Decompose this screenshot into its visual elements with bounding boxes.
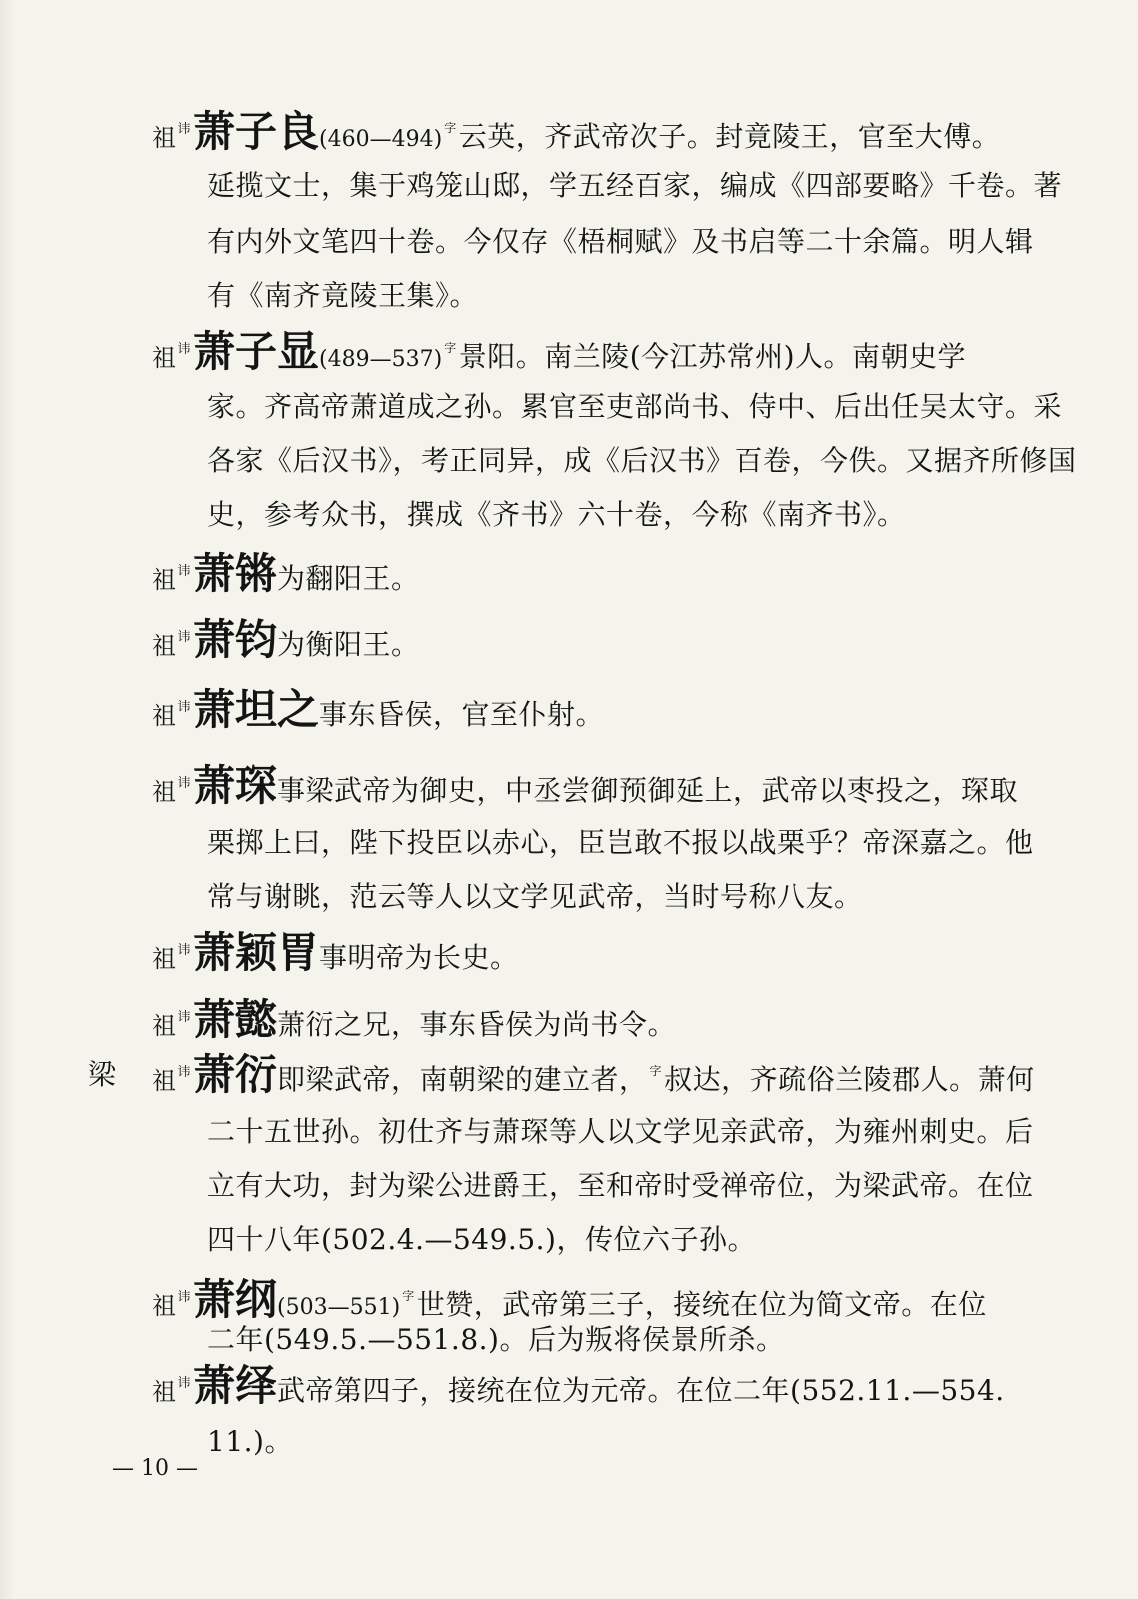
ancestor-prefix: 祖 <box>152 1012 177 1040</box>
courtesy-name-mark: 字 <box>444 341 457 355</box>
person-name: 萧子显 <box>193 327 320 376</box>
entry-text: 世赞，武帝第三子，接统在位为简文帝。在位 <box>416 1288 987 1321</box>
taboo-mark: 讳 <box>177 1290 192 1305</box>
person-name: 萧绎 <box>193 1361 278 1410</box>
person-name: 萧锵 <box>193 549 278 598</box>
entry-text: 武帝第四子，接统在位为元帝。在位二年(552.11.—554. <box>277 1374 1005 1407</box>
entry-text: 为翻阳王。 <box>277 562 420 595</box>
person-name: 萧纲 <box>193 1275 278 1324</box>
entry-text-line: 栗掷上曰，陛下投臣以赤心，臣岂敢不报以战栗乎？帝深嘉之。他 <box>207 826 1034 859</box>
ancestor-prefix: 祖 <box>152 124 177 152</box>
taboo-mark: 讳 <box>177 943 192 958</box>
person-name: 萧琛 <box>193 761 278 810</box>
courtesy-name-mark: 字 <box>402 1289 415 1303</box>
person-name: 萧钧 <box>193 615 278 664</box>
entry-text: 事东昏侯，官至仆射。 <box>319 698 605 731</box>
person-name: 萧坦之 <box>193 685 320 734</box>
taboo-mark: 讳 <box>177 1376 192 1391</box>
taboo-mark: 讳 <box>177 1010 192 1025</box>
courtesy-name-mark: 字 <box>444 121 457 135</box>
entry-text: 云英，齐武帝次子。封竟陵王，官至大傅。 <box>458 120 1001 153</box>
entry-text: 萧衍之兄，事东昏侯为尚书令。 <box>277 1008 677 1041</box>
taboo-mark: 讳 <box>177 776 192 791</box>
entry-heading-line <box>152 107 1001 160</box>
entry-text-line: 立有大功，封为梁公进爵王，至和帝时受禅帝位，为梁武帝。在位 <box>207 1169 1034 1202</box>
taboo-mark: 讳 <box>177 630 192 645</box>
person-name: 萧子良 <box>193 107 320 156</box>
entry-heading-line <box>152 761 1019 812</box>
entry-text: 事梁武帝为御史，中丞尝御预御延上，武帝以枣投之，琛取 <box>277 774 1019 807</box>
taboo-mark: 讳 <box>177 700 192 715</box>
entry-text: 事明帝为长史。 <box>319 941 519 974</box>
entry-text-line: 有《南齐竟陵王集》。 <box>207 279 479 312</box>
entry-heading-line <box>152 685 605 736</box>
taboo-mark: 讳 <box>177 122 192 137</box>
courtesy-name-mark: 字 <box>649 1064 663 1078</box>
entry-text: 叔达，齐疏俗兰陵郡人。萧何 <box>664 1063 1035 1096</box>
ancestor-prefix: 祖 <box>152 344 177 372</box>
ancestor-prefix: 祖 <box>152 1067 177 1095</box>
dynasty-label: 梁 <box>88 1058 117 1091</box>
taboo-mark: 讳 <box>177 342 192 357</box>
person-name: 萧衍 <box>193 1050 278 1099</box>
entry-text-line: 常与谢眺，范云等人以文学见武帝，当时号称八友。 <box>207 880 863 913</box>
ancestor-prefix: 祖 <box>152 945 177 973</box>
entry-text-line: 有内外文笔四十卷。今仅存《梧桐赋》及书启等二十余篇。明人辑 <box>207 225 1034 258</box>
taboo-mark: 讳 <box>177 564 192 579</box>
page-number: — 10 — <box>112 1456 198 1481</box>
entry-text-line: 11.)。 <box>207 1425 293 1458</box>
ancestor-prefix: 祖 <box>152 1292 177 1320</box>
ancestor-prefix: 祖 <box>152 566 177 594</box>
ancestor-prefix: 祖 <box>152 702 177 730</box>
life-dates: (460—494) <box>319 127 443 152</box>
entry-heading-line <box>152 615 420 666</box>
entry-heading-line <box>152 1050 1035 1101</box>
entry-text-line: 二年(549.5.—551.8.)。后为叛将侯景所杀。 <box>207 1323 785 1356</box>
entry-text: 为衡阳王。 <box>277 628 420 661</box>
entry-text-line: 二十五世孙。初仕齐与萧琛等人以文学见亲武帝，为雍州刺史。后 <box>207 1115 1034 1148</box>
taboo-mark: 讳 <box>177 1065 192 1080</box>
entry-text-line: 史，参考众书，撰成《齐书》六十卷，今称《南齐书》。 <box>207 498 906 531</box>
entry-text-line: 四十八年(502.4.—549.5.)，传位六子孙。 <box>207 1223 756 1256</box>
entry-text-line: 延揽文士，集于鸡笼山邸，学五经百家，编成《四部要略》千卷。著 <box>207 169 1063 202</box>
entry-text: 景阳。南兰陵(今江苏常州)人。南朝史学 <box>458 340 967 373</box>
entry-text-line: 各家《后汉书》，考正同异，成《后汉书》百卷，今佚。又据齐所修国 <box>207 444 1077 477</box>
entry-heading-line <box>152 1361 1005 1412</box>
life-dates: (489—537) <box>319 347 443 372</box>
entry-heading-line <box>152 327 967 380</box>
ancestor-prefix: 祖 <box>152 632 177 660</box>
entry-heading-line <box>152 549 420 600</box>
entry-text: 即梁武帝，南朝梁的建立者， <box>277 1063 648 1096</box>
person-name: 萧颖胃 <box>193 928 320 977</box>
person-name: 萧懿 <box>193 995 278 1044</box>
entry-heading-line <box>152 995 677 1046</box>
page-edge-shadow <box>0 0 14 1599</box>
life-dates: (503—551) <box>277 1295 401 1320</box>
entry-text-line: 家。齐高帝萧道成之孙。累官至吏部尚书、侍中、后出任吴太守。采 <box>207 390 1063 423</box>
entry-heading-line <box>152 928 519 979</box>
ancestor-prefix: 祖 <box>152 1378 177 1406</box>
ancestor-prefix: 祖 <box>152 778 177 806</box>
